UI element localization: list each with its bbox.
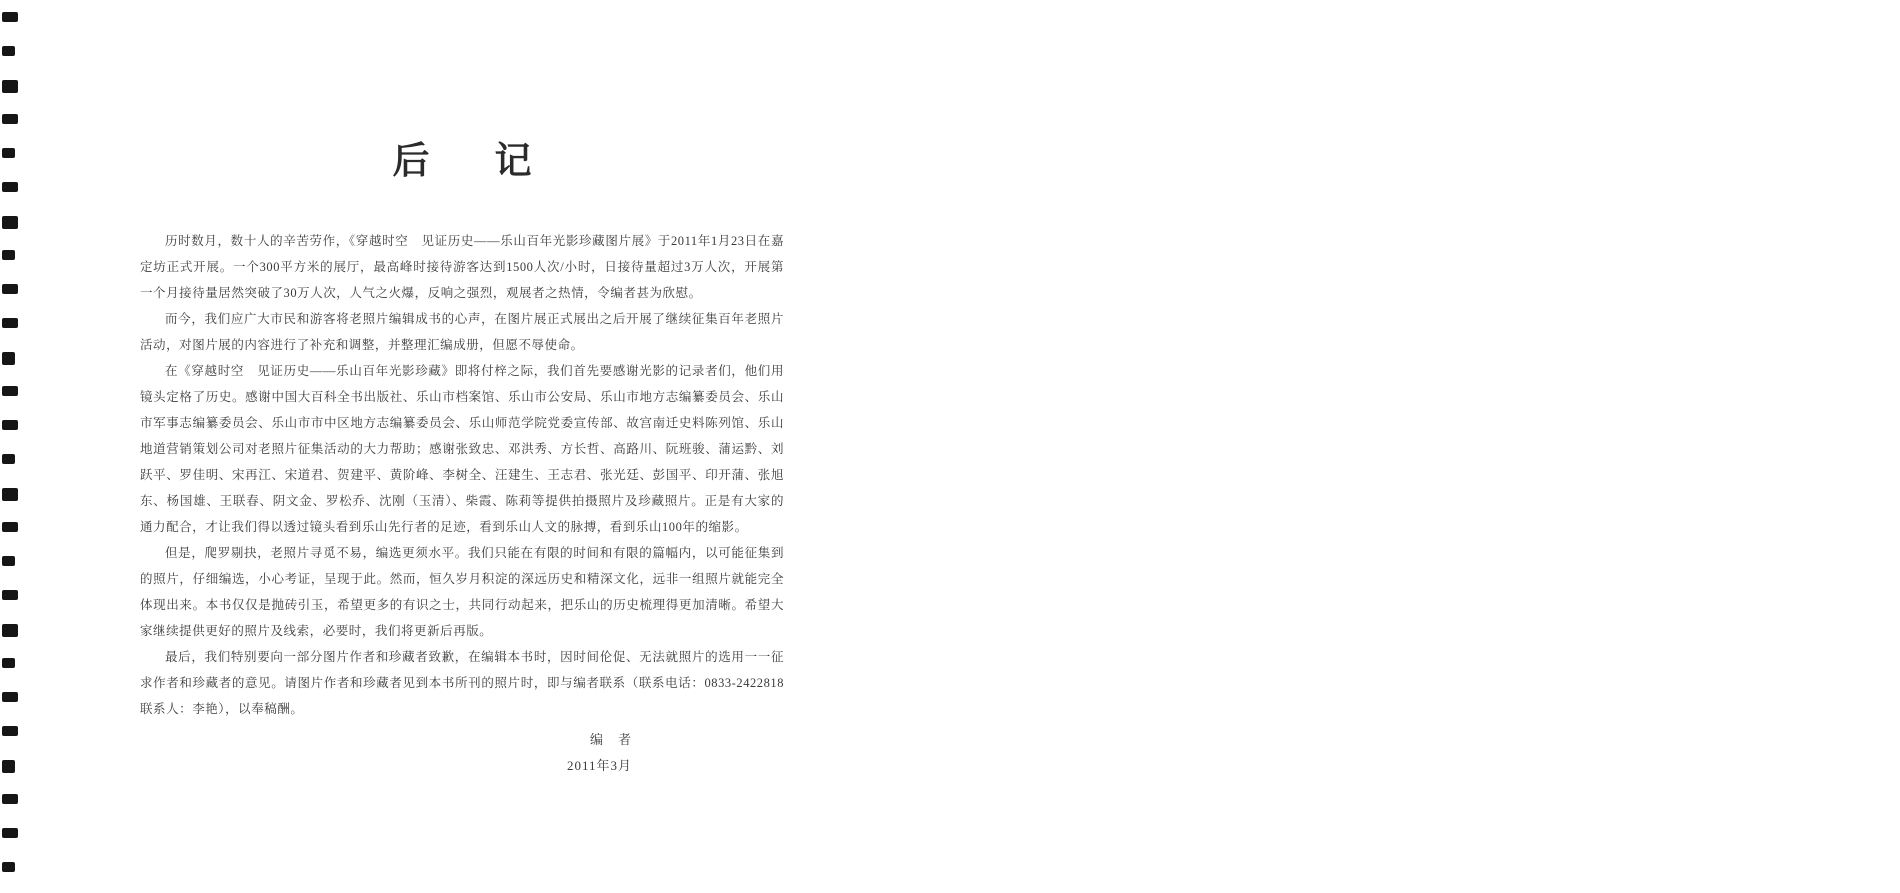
film-edge-marks xyxy=(0,0,30,893)
film-edge-mark xyxy=(2,488,18,501)
film-edge-mark xyxy=(2,182,18,192)
film-edge-mark xyxy=(2,760,15,773)
page-title: 后 记 xyxy=(392,141,546,182)
film-edge-mark xyxy=(2,454,15,464)
film-edge-mark xyxy=(2,692,18,702)
film-edge-mark xyxy=(2,556,15,566)
film-edge-mark xyxy=(2,726,18,736)
film-edge-mark xyxy=(2,216,18,229)
paragraph-exhibition-opening: 历时数月，数十人的辛苦劳作，《穿越时空 见证历史——乐山百年光影珍藏图片展》于2011年1月23日在嘉定坊正式开展。一个300平方米的展厅，最高峰时接待游客达到1500人次/小时，日接待量超过3万人次，开展第一个月接待量居然突破了30万人次，人气之火爆，反响之强烈，观展者之热情，令编者甚为欣慰。 xyxy=(140,234,784,300)
film-edge-mark xyxy=(2,148,15,158)
film-edge-mark xyxy=(2,386,18,396)
film-edge-mark xyxy=(2,46,15,56)
film-edge-mark xyxy=(2,862,15,872)
film-edge-mark xyxy=(2,420,18,430)
film-edge-mark xyxy=(2,590,18,600)
signature-date: 2011年3月 xyxy=(566,758,632,773)
film-edge-mark xyxy=(2,114,18,124)
film-edge-mark xyxy=(2,794,18,804)
afterword-body xyxy=(140,228,798,722)
film-edge-mark xyxy=(2,828,18,838)
film-edge-mark xyxy=(2,12,18,22)
film-edge-mark xyxy=(2,318,18,328)
paragraph-acknowledgements: 在《穿越时空 见证历史——乐山百年光影珍藏》即将付梓之际，我们首先要感谢光影的记录者们，他们用镜头定格了历史。感谢中国大百科全书出版社、乐山市档案馆、乐山市公安局、乐山市地方志编纂委员会、乐山市军事志编纂委员会、乐山市市中区地方志编纂委员会、乐山师范学院党委宣传部、故宫南迁史料陈列馆、乐山地道营销策划公司对老照片征集活动的大力帮助；感谢张致忠、邓洪秀、方长哲、高路川、阮班骏、蒲运黔、刘跃平、罗佳明、宋再江、宋道君、贺建平、黄阶峰、李树全、汪建生、王志君、张光廷、彭国平、印开蒲、张旭东、杨国雄、王联春、阴文金、罗松乔、沈刚（玉清）、柴霞、陈莉等提供拍摄照片及珍藏照片。正是有大家的通力配合，才让我们得以透过镜头看到乐山先行者的足迹，看到乐山人文的脉搏，看到乐山100年的缩影。 xyxy=(140,364,784,534)
film-edge-mark xyxy=(2,522,18,532)
editor-signature: 编 者 xyxy=(589,732,632,747)
film-edge-mark xyxy=(2,284,18,294)
signature-block xyxy=(140,727,784,779)
film-edge-mark xyxy=(2,658,15,668)
film-edge-mark xyxy=(2,624,18,637)
film-edge-mark xyxy=(2,80,18,93)
paragraph-apology-contact: 最后，我们特别要向一部分图片作者和珍藏者致歉，在编辑本书时，因时间伦促、无法就照片的选用一一征求作者和珍藏者的意见。请图片作者和珍藏者见到本书所刊的照片时，即与编者联系（联系电话：0833-2422818 联系人：李艳），以奉稿酬。 xyxy=(140,650,798,716)
film-edge-mark xyxy=(2,250,15,260)
paragraph-book-compilation: 而今，我们应广大市民和游客将老照片编辑成书的心声，在图片展正式展出之后开展了继续征集百年老照片活动，对图片展的内容进行了补充和调整，并整理汇编成册，但愿不辱使命。 xyxy=(140,312,784,352)
film-edge-mark xyxy=(2,352,15,365)
paragraph-limitations: 但是，爬罗剔抉，老照片寻觅不易，编选更须水平。我们只能在有限的时间和有限的篇幅内，以可能征集到的照片，仔细编选，小心考证，呈现于此。然而，恒久岁月积淀的深远历史和精深文化，远非一组照片就能完全体现出来。本书仅仅是抛砖引玉，希望更多的有识之士，共同行动起来，把乐山的历史梳理得更加清晰。希望大家继续提供更好的照片及线索，必要时，我们将更新后再版。 xyxy=(140,546,784,638)
afterword-page xyxy=(140,130,798,779)
